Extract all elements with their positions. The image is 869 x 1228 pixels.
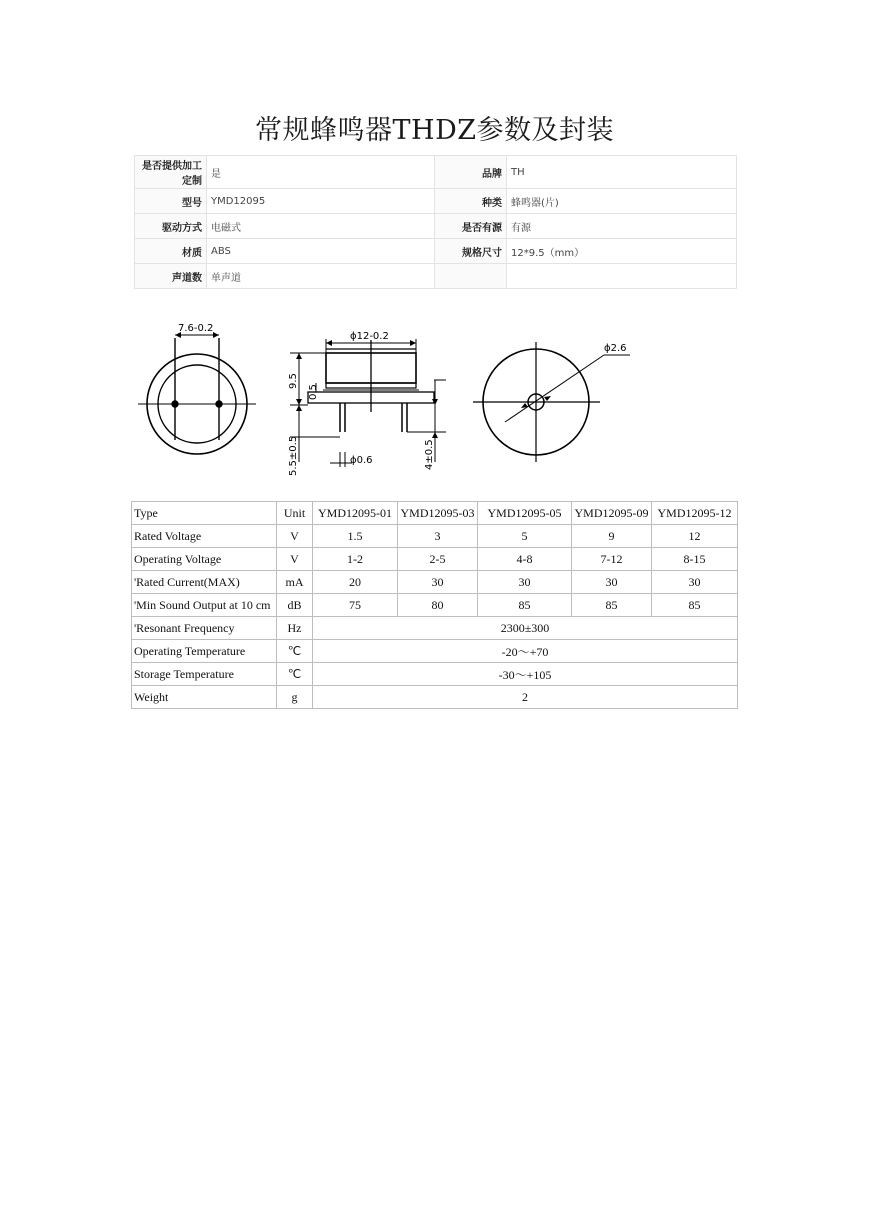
dim-height: 9.5: [288, 373, 299, 389]
param-value: 85: [572, 594, 652, 617]
param-value: 4-8: [478, 548, 572, 571]
header-cell: YMD12095-12: [652, 502, 738, 525]
spec-key: 声道数: [135, 264, 207, 289]
spec-key: 型号: [135, 189, 207, 214]
spec-value: ABS: [207, 239, 435, 264]
spec-value: 12*9.5（mm）: [507, 239, 737, 264]
param-name: 'Rated Current(MAX): [132, 571, 277, 594]
param-value: 7-12: [572, 548, 652, 571]
table-row: [132, 525, 738, 548]
spec-value: [507, 264, 737, 289]
param-value: 30: [652, 571, 738, 594]
param-value: 3: [398, 525, 478, 548]
param-value: 85: [652, 594, 738, 617]
spec-key: 是否有源: [435, 214, 507, 239]
param-value: 75: [313, 594, 398, 617]
header-cell: Type: [132, 502, 277, 525]
param-value: 12: [652, 525, 738, 548]
param-unit: ℃: [277, 663, 313, 686]
spec-key: [435, 264, 507, 289]
spec-value: 电磁式: [207, 214, 435, 239]
header-cell: YMD12095-05: [478, 502, 572, 525]
param-value: 30: [478, 571, 572, 594]
dim-hole: ϕ2.6: [604, 343, 627, 354]
param-name: 'Min Sound Output at 10 cm: [132, 594, 277, 617]
top-view: [473, 342, 630, 462]
header-cell: Unit: [277, 502, 313, 525]
param-unit: dB: [277, 594, 313, 617]
dim-pin-length: 5.5±0.5: [288, 435, 299, 476]
header-cell: YMD12095-03: [398, 502, 478, 525]
param-value: 8-15: [652, 548, 738, 571]
dim-pin-spacing: 7.6-0.2: [178, 323, 214, 334]
param-unit: g: [277, 686, 313, 709]
spec-key: 材质: [135, 239, 207, 264]
param-name: Rated Voltage: [132, 525, 277, 548]
param-value: 30: [572, 571, 652, 594]
param-name: Operating Temperature: [132, 640, 277, 663]
spec-key: 规格尺寸: [435, 239, 507, 264]
parameters-table: [131, 501, 738, 709]
dim-pin-dia: ϕ0.6: [350, 455, 373, 466]
header-row: [132, 502, 738, 525]
param-span-value: -20～+70: [313, 640, 738, 663]
param-value: 1-2: [313, 548, 398, 571]
spec-value: 有源: [507, 214, 737, 239]
table-row: [132, 663, 738, 686]
param-value: 80: [398, 594, 478, 617]
param-name: Operating Voltage: [132, 548, 277, 571]
dim-diameter: ϕ12-0.2: [350, 331, 389, 342]
param-value: 30: [398, 571, 478, 594]
side-view: [288, 331, 446, 476]
spec-row: [135, 214, 737, 239]
param-span-value: -30～+105: [313, 663, 738, 686]
spec-value: 蜂鸣器(片): [507, 189, 737, 214]
table-row: [132, 594, 738, 617]
param-unit: ℃: [277, 640, 313, 663]
spec-value: YMD12095: [207, 189, 435, 214]
spec-key: 种类: [435, 189, 507, 214]
table-row: [132, 640, 738, 663]
spec-key: 是否提供加工定制: [135, 156, 207, 189]
spec-value: 单声道: [207, 264, 435, 289]
bottom-view: [138, 323, 256, 454]
param-span-value: 2300±300: [313, 617, 738, 640]
spec-table: [134, 155, 737, 289]
spec-row: [135, 264, 737, 289]
param-span-value: 2: [313, 686, 738, 709]
page-title: 常规蜂鸣器THDZ参数及封装: [255, 115, 614, 146]
param-value: 5: [478, 525, 572, 548]
spec-row: [135, 156, 737, 189]
param-name: Storage Temperature: [132, 663, 277, 686]
param-unit: V: [277, 548, 313, 571]
param-value: 1.5: [313, 525, 398, 548]
param-unit: V: [277, 525, 313, 548]
param-name: Weight: [132, 686, 277, 709]
param-value: 9: [572, 525, 652, 548]
spec-key: 品牌: [435, 156, 507, 189]
dim-gap: 0.5: [308, 384, 319, 400]
spec-row: [135, 189, 737, 214]
table-row: [132, 686, 738, 709]
param-unit: mA: [277, 571, 313, 594]
table-row: [132, 617, 738, 640]
param-value: 2-5: [398, 548, 478, 571]
table-row: [132, 571, 738, 594]
spec-key: 驱动方式: [135, 214, 207, 239]
spec-value: TH: [507, 156, 737, 189]
param-value: 85: [478, 594, 572, 617]
header-cell: YMD12095-01: [313, 502, 398, 525]
param-name: 'Resonant Frequency: [132, 617, 277, 640]
spec-value: 是: [207, 156, 435, 189]
header-cell: YMD12095-09: [572, 502, 652, 525]
dim-pin2-length: 4±0.5: [424, 439, 435, 470]
param-value: 20: [313, 571, 398, 594]
dimension-drawing: [130, 312, 650, 480]
spec-row: [135, 239, 737, 264]
param-unit: Hz: [277, 617, 313, 640]
table-row: [132, 548, 738, 571]
